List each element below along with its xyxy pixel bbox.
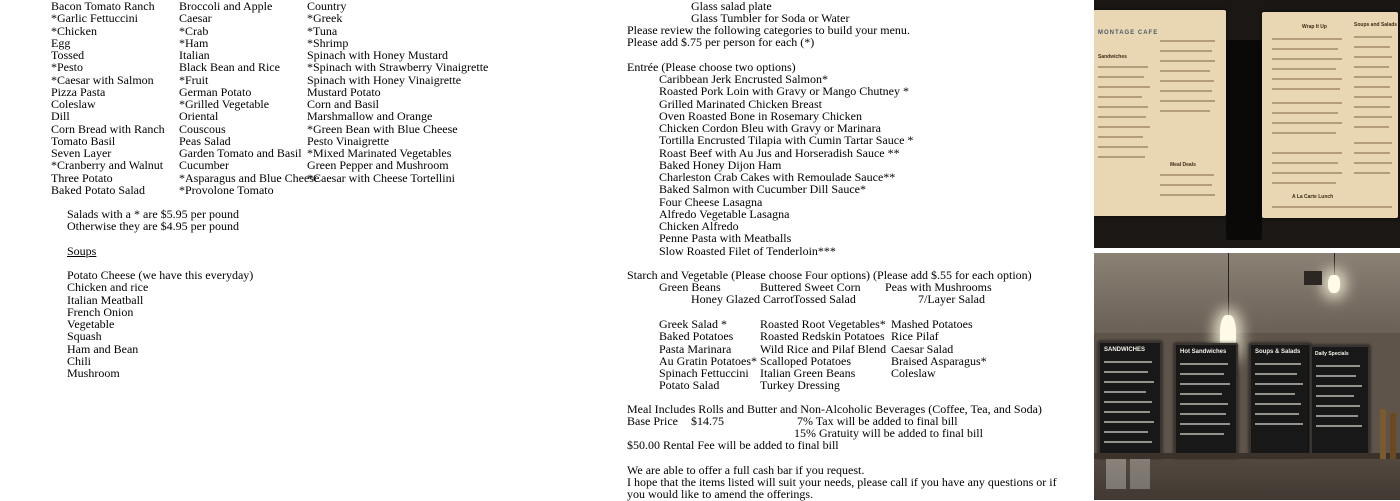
salad-item: Couscous [179,121,226,136]
soup-item: Italian Meatball [67,292,144,307]
salad-item: Green Pepper and Mushroom [307,158,449,173]
salad-item: *Chicken [51,23,97,38]
salad-price-regular: Otherwise they are $4.95 per pound [67,219,239,233]
entree-item: Slow Roasted Filet of Tenderloin*** [659,243,836,258]
salad-item: *Green Bean with Blue Cheese [307,121,458,136]
entree-list [659,73,913,257]
entree-item: Grilled Marinated Chicken Breast [659,96,822,111]
salad-item: *Cranberry and Walnut [51,158,164,173]
salad-column-1 [51,0,165,196]
salad-item: Corn Bread with Ranch [51,121,165,136]
cash-bar-note: We are able to offer a full cash bar if you request. [627,463,865,477]
salad-item: *Greek [307,11,343,26]
glass-plate: Glass salad plate [691,0,772,13]
board-title-wrap: Wrap It Up [1302,24,1327,30]
starch-veg-item: Greek Salad * [659,317,727,331]
salad-column-2 [179,0,319,196]
starch-veg-item: Wild Rice and Pilaf Blend [760,341,887,356]
chalkboard-2 [1174,343,1238,459]
soup-item: Chili [67,353,92,368]
cafe-menu-boards-photo [1094,0,1400,248]
starch-veg-item: Mashed Potatoes [891,317,973,331]
starch-heading: Starch and Vegetable (Please choose Four options) (Please add $.55 for each option) [627,268,1032,282]
salad-item: *Crab [179,23,209,38]
starch-veg-item: Italian Green Beans [760,366,856,380]
salad-item: *Caesar with Salmon [51,72,154,87]
soup-item: Squash [67,329,102,344]
salad-item: *Mixed Marinated Vegetables [307,146,452,160]
salad-item: Pesto Vinaigrette [307,133,390,148]
salad-item: *Shrimp [307,35,349,50]
bottle [1380,409,1386,459]
soup-item: French Onion [67,304,134,319]
salad-item: Mustard Potato [307,84,381,99]
entree-item: Roast Beef with Au Jus and Horseradish Sauce ** [659,145,900,160]
veg-column-3 [891,318,987,379]
salad-item: Spinach with Honey Vinaigrette [307,72,462,87]
veg-column-2 [760,318,886,392]
starch-veg-item: Roasted Redskin Potatoes [760,329,885,344]
veg-column-1 [659,318,757,392]
soup-item: Vegetable [67,317,115,331]
counter [1094,459,1400,500]
ceiling-light [1328,275,1340,293]
salad-item: Black Bean and Rice [179,60,280,75]
glass-tumbler: Glass Tumbler for Soda or Water [691,11,850,25]
chalkboard-4 [1310,345,1370,455]
chalkboard-3 [1249,343,1311,457]
add-note: Please add $.75 per person for each (*) [627,35,815,49]
salad-item: Baked Potato Salad [51,182,145,197]
starch-veg-item: Braised Asparagus* [891,353,987,368]
entree-heading: Entrée (Please choose two options) [627,60,796,74]
starch-veg-item: Pasta Marinara [659,341,732,356]
veg-b-3: 7/Layer Salad [918,292,985,306]
starch-veg-item: Spinach Fettuccini [659,366,749,380]
base-price-label: Base Price [627,414,678,428]
salad-item: *Caesar with Cheese Tortellini [307,170,455,185]
salad-item: Caesar [179,11,212,26]
salad-item: Marshmallow and Orange [307,109,433,124]
salad-item: Broccoli and Apple [179,0,273,13]
entree-item: Four Cheese Lasagna [659,194,763,209]
base-price-value: $14.75 [691,414,724,428]
entree-item: Baked Salmon with Cucumber Dill Sauce* [659,182,866,197]
salad-item: Corn and Basil [307,97,379,111]
salad-item: *Provolone Tomato [179,182,274,197]
starch-veg-item: Au Gratin Potatoes* [659,353,757,368]
starch-veg-item: Scalloped Potatoes [760,353,851,368]
salad-item: Garden Tomato and Basil [179,146,302,160]
salad-item: *Tuna [307,23,338,38]
salad-item: Seven Layer [51,146,112,160]
starch-veg-item: Baked Potatoes [659,329,734,344]
salad-item: Country [307,0,347,13]
veg-a-1: Green Beans [659,280,721,294]
entree-item: Tortilla Encrusted Tilapia with Cumin Tartar Sauce * [659,133,914,148]
starch-veg-item: Caesar Salad [891,341,954,356]
salad-item: Three Potato [51,170,113,185]
bottle-2 [1390,413,1396,459]
review-note: Please review the following categories to build your menu. [627,23,910,37]
salad-item: Coleslaw [51,97,96,111]
veg-b-1: Honey Glazed Carrot [691,292,794,306]
soup-item: Ham and Bean [67,341,139,356]
closing-line-2: you would like to amend the offerings. [627,487,814,501]
board-title-a-la-carte: A La Carte Lunch [1292,194,1334,200]
salad-item: *Garlic Fettuccini [51,11,138,26]
wall-gap [1226,40,1262,240]
entree-item: Oven Roasted Bone in Rosemary Chicken [659,108,862,123]
entree-item: Alfredo Vegetable Lasagna [659,206,790,221]
tax-note: 7% Tax will be added to final bill [797,414,958,428]
rental-fee: $50.00 Rental Fee will be added to final bill [627,438,839,452]
chalk-title-hot: Hot Sandwiches [1180,349,1227,355]
starch-veg-item: Coleslaw [891,366,936,380]
entree-item: Caribbean Jerk Encrusted Salmon* [659,72,828,86]
entree-item: Chicken Alfredo [659,219,739,233]
veg-b-2: Tossed Salad [793,292,856,306]
entree-item: Roasted Pork Loin with Gravy or Mango Chutney * [659,84,909,99]
salad-item: Egg [51,35,71,50]
salad-item: Bacon Tomato Ranch [51,0,155,13]
salad-item: Tossed [51,48,85,62]
salad-item: Cucumber [179,158,229,173]
veg-a-3: Peas with Mushrooms [885,280,992,294]
soup-item: Potato Cheese (we have this everyday) [67,268,254,282]
meal-includes: Meal Includes Rolls and Butter and Non-Alcoholic Beverages (Coffee, Tea, and Soda) [627,402,1042,416]
chalk-title-sandwiches: SANDWICHES [1104,347,1146,353]
chalk-title-soups: Soups & Salads [1255,349,1301,355]
chalkboard-menus-photo [1094,253,1400,500]
starch-veg-item: Potato Salad [659,378,720,393]
cafe-logo: MONTAGE CAFE [1098,30,1159,36]
starch-veg-item: Rice Pilaf [891,329,939,344]
salad-item: *Ham [179,35,209,50]
salad-item: Pizza Pasta [51,84,106,99]
salad-item: Dill [51,109,70,124]
veg-a-2: Buttered Sweet Corn [760,280,861,294]
salad-item: Tomato Basil [51,133,116,148]
entree-item: Baked Honey Dijon Ham [659,157,782,172]
closing-line-1: I hope that the items listed will suit your needs, please call if you have any questions or if [627,475,1057,489]
salad-item: Spinach with Honey Mustard [307,48,448,62]
chalkboard-1 [1098,341,1162,459]
starch-veg-item: Roasted Root Vegetables* [760,317,886,331]
soup-item: Mushroom [67,366,120,380]
soups-list [67,269,253,379]
salad-item: Italian [179,48,210,62]
soup-item: Chicken and rice [67,280,149,295]
menu-board-right [1262,12,1398,218]
starch-veg-item: Turkey Dressing [760,378,840,393]
board-title-soups: Soups and Salads [1354,22,1398,28]
chalk-title-specials: Daily Specials [1315,351,1349,357]
board-title-meal-deals: Meal Deals [1170,162,1196,168]
entree-item: Chicken Cordon Bleu with Gravy or Marinara [659,121,881,135]
salad-item: *Grilled Vegetable [179,97,270,111]
menu-board-left [1094,10,1226,216]
entree-item: Penne Pasta with Meatballs [659,231,792,246]
salad-item: *Pesto [51,60,84,75]
salad-item: *Fruit [179,72,209,87]
salad-item: Oriental [179,109,219,124]
salad-item: German Potato [179,84,252,99]
ceiling [1094,253,1400,333]
salad-item: *Spinach with Strawberry Vinaigrette [307,60,489,75]
soups-heading: Soups [67,244,97,258]
gratuity-note: 15% Gratuity will be added to final bill [794,426,983,440]
salad-column-3 [307,0,488,184]
salad-price-starred: Salads with a * are $5.95 per pound [67,207,239,221]
entree-item: Charleston Crab Cakes with Remoulade Sauce** [659,170,896,184]
speaker [1304,271,1322,285]
salad-item: *Asparagus and Blue Cheese [179,170,320,185]
board-title-sandwiches: Sandwiches [1098,54,1127,60]
salad-item: Peas Salad [179,133,231,148]
